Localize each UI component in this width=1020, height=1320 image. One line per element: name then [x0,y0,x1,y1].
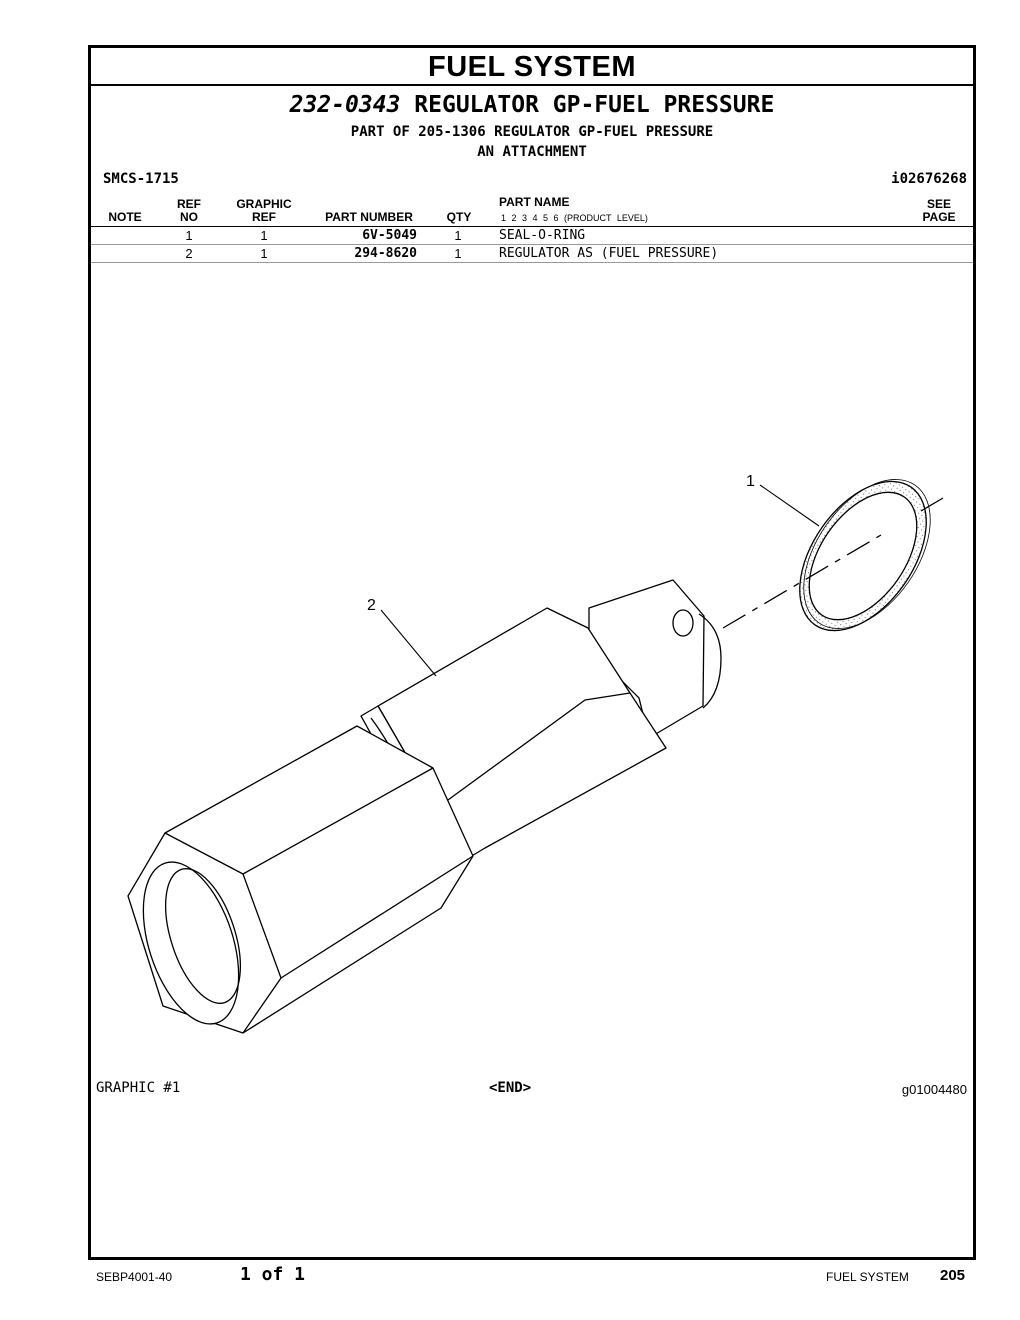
footer-page-of: 1 of 1 [240,1264,306,1285]
footer-section: FUEL SYSTEM [826,1270,909,1284]
smcs-code: SMCS-1715 [103,171,179,187]
header-see-top: SEE [926,197,951,211]
footer-page-number: 205 [940,1267,966,1284]
header-ref-bottom: NO [180,210,198,224]
header-note: NOTE [108,210,142,224]
header-graphic-top: GRAPHIC [236,197,292,211]
callout-1-leader [760,485,819,526]
header-ref-top: REF [177,197,201,211]
header-see-bottom: PAGE [922,210,956,224]
part-of-line: PART OF 205-1306 REGULATOR GP-FUEL PRESSURE [350,124,714,140]
exploded-view-drawing [91,48,973,1257]
row-ref-no: 2 [185,246,193,261]
footer-manual-number: SEBP4001-40 [96,1270,173,1284]
graphic-number: g01004480 [901,1082,967,1097]
parts-page-frame [88,45,976,1260]
header-graphic-bottom: REF [252,210,276,224]
illustration-id: i02676268 [891,171,967,187]
group-number: 232-0343 [289,92,401,118]
row-ref-no: 1 [185,228,193,243]
group-name: REGULATOR GP-FUEL PRESSURE [414,92,775,118]
row-part-name: SEAL-O-RING [499,228,586,243]
header-part-name: PART NAME [499,195,570,209]
row-part-number: 6V-5049 [362,228,417,243]
callout-2-leader [381,610,436,676]
row-part-name: REGULATOR AS (FUEL PRESSURE) [499,246,719,261]
attachment-line: AN ATTACHMENT [477,144,587,160]
header-product-levels: 1 2 3 4 5 6 (PRODUCT LEVEL) [501,213,648,223]
row-graphic-ref: 1 [260,228,268,243]
row-qty: 1 [454,246,462,261]
seal-o-ring [774,457,956,654]
header-part-number: PART NUMBER [325,210,413,224]
callout-1-label: 1 [746,473,755,490]
end-marker: <END> [489,1080,532,1096]
graphic-label: GRAPHIC #1 [96,1080,181,1096]
row-part-number: 294-8620 [354,246,417,261]
header-qty: QTY [446,210,472,224]
row-graphic-ref: 1 [260,246,268,261]
callout-2-label: 2 [367,597,376,614]
section-title: FUEL SYSTEM [91,48,973,86]
row-qty: 1 [454,228,462,243]
